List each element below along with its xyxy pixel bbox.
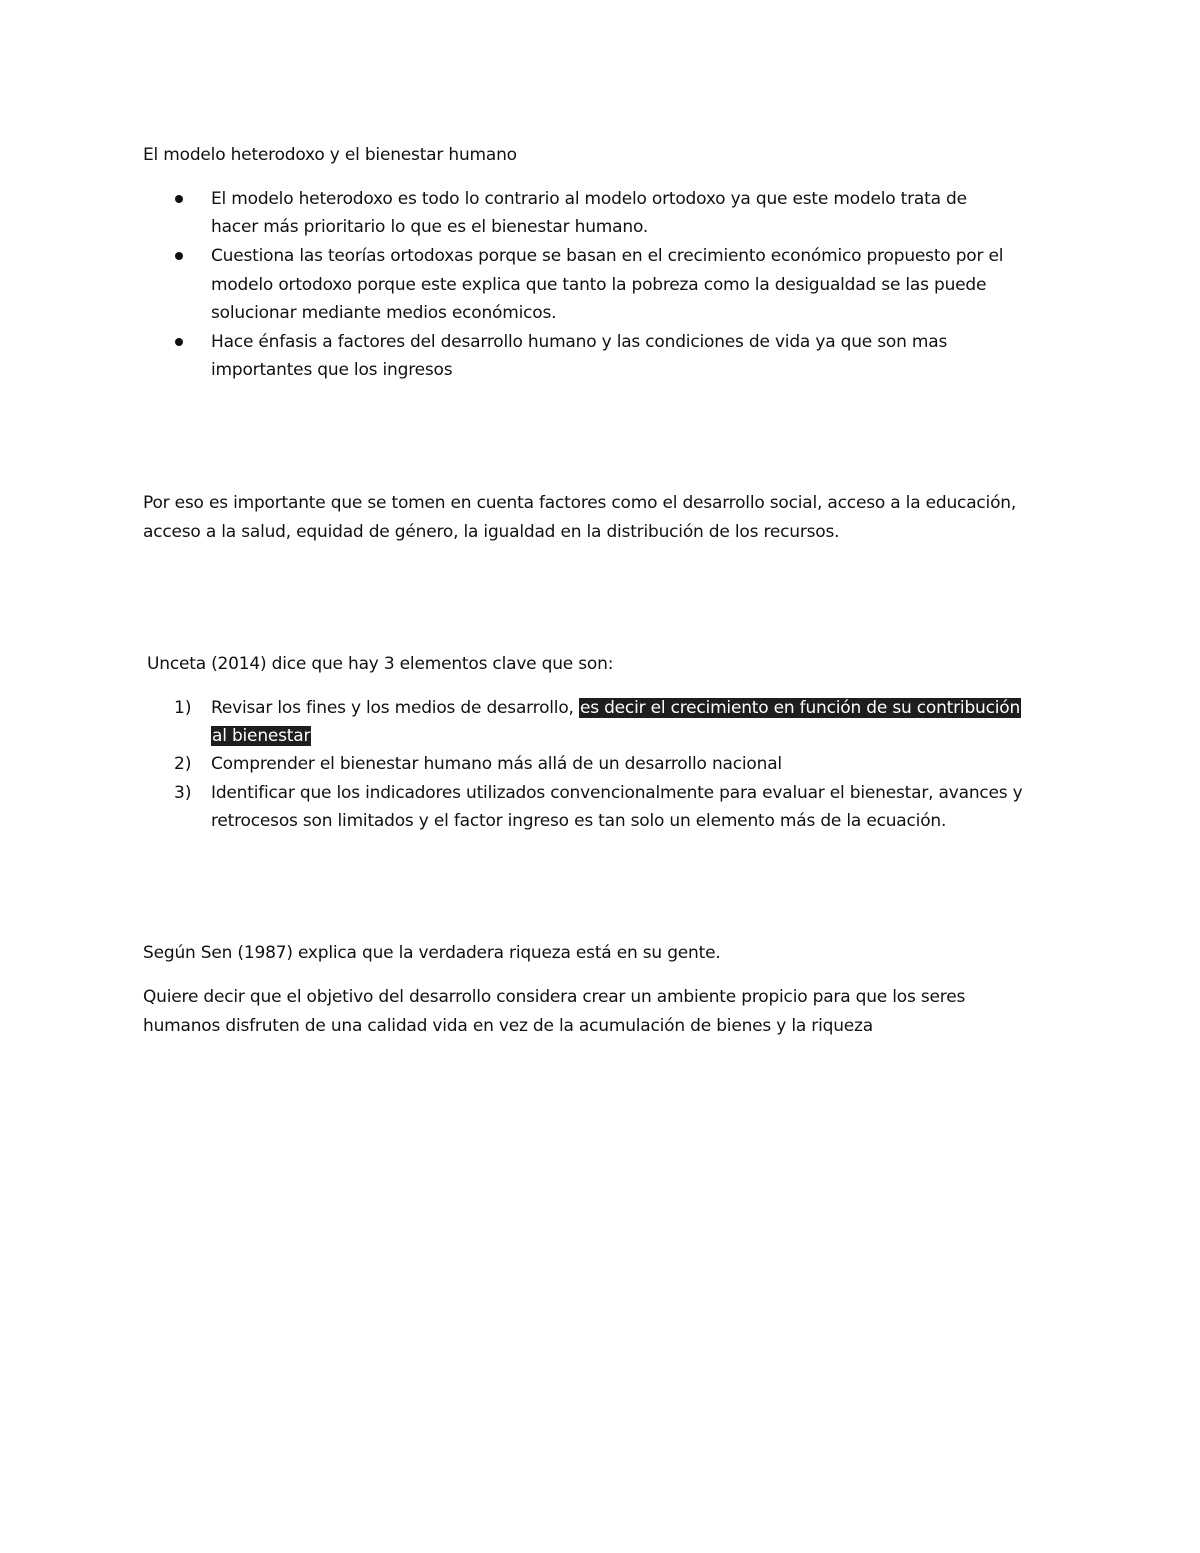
sen-quote-line: Según Sen (1987) explica que la verdadera riqueza está en su gente. — [143, 943, 721, 963]
list-item-1-text: Revisar los fines y los medios de desarrollo, — [211, 698, 574, 718]
list-number: 2) — [174, 754, 192, 774]
highlighted-text: es decir el crecimiento en función de su contribución — [579, 698, 1021, 718]
bullet-2-line-2: modelo ortodoxo porque este explica que tanto la pobreza como la desigualdad se las puede — [211, 275, 987, 295]
bullet-3-line-2: importantes que los ingresos — [211, 360, 453, 380]
paragraph-2-line-1: Quiere decir que el objetivo del desarrollo considera crear un ambiente propicio para que los seres — [143, 987, 966, 1007]
list-item-1-line-2 — [211, 724, 311, 748]
list-number: 1) — [174, 698, 192, 718]
list-item-3-line-2: retrocesos son limitados y el factor ingreso es tan solo un elemento más de la ecuación. — [211, 811, 947, 831]
paragraph-1-line-1: Por eso es importante que se tomen en cuenta factores como el desarrollo social, acceso a la educación, — [143, 493, 1017, 513]
list-intro: Unceta (2014) dice que hay 3 elementos clave que son: — [147, 654, 614, 674]
highlighted-text: al bienestar — [212, 726, 311, 746]
list-item-1-line-1 — [211, 696, 1021, 720]
bullet-icon — [175, 338, 183, 346]
bullet-2-line-1: Cuestiona las teorías ortodoxas porque se basan en el crecimiento económico propuesto por el — [211, 246, 1004, 266]
bullet-2-line-3: solucionar mediante medios económicos. — [211, 303, 557, 323]
bullet-icon — [175, 252, 183, 260]
list-number: 3) — [174, 783, 192, 803]
list-item-3-line-1: Identificar que los indicadores utilizados convencionalmente para evaluar el bienestar, avances y — [211, 783, 1023, 803]
bullet-3-line-1: Hace énfasis a factores del desarrollo humano y las condiciones de vida ya que son mas — [211, 332, 948, 352]
bullet-1-line-1: El modelo heterodoxo es todo lo contrario al modelo ortodoxo ya que este modelo trata de — [211, 189, 967, 209]
paragraph-2-line-2: humanos disfruten de una calidad vida en vez de la acumulación de bienes y la riqueza — [143, 1016, 873, 1036]
bullet-1-line-2: hacer más prioritario lo que es el bienestar humano. — [211, 217, 649, 237]
paragraph-1-line-2: acceso a la salud, equidad de género, la igualdad en la distribución de los recursos. — [143, 522, 840, 542]
list-item-2-line-1: Comprender el bienestar humano más allá de un desarrollo nacional — [211, 754, 782, 774]
section-title: El modelo heterodoxo y el bienestar humano — [143, 145, 517, 165]
bullet-icon — [175, 195, 183, 203]
